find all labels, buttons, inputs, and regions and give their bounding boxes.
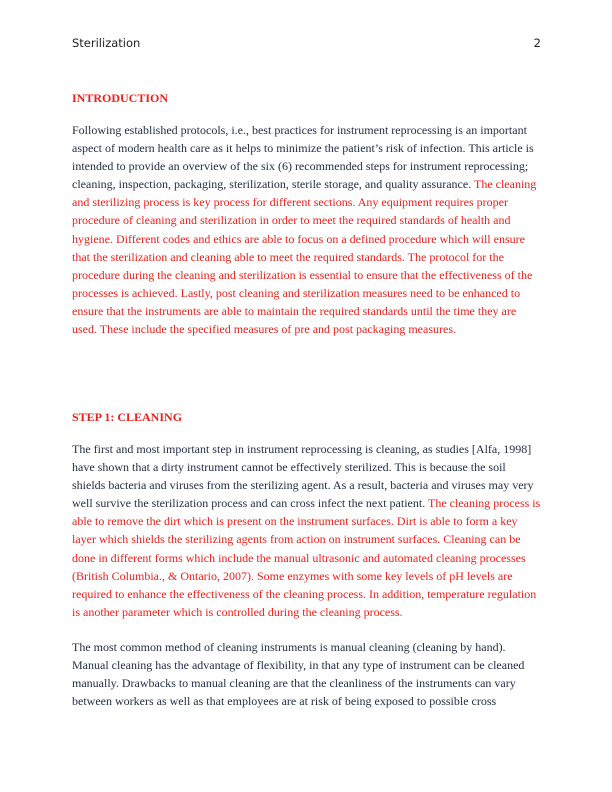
introduction-heading: INTRODUCTION: [72, 91, 169, 105]
step1-highlighted-text: The cleaning process is able to remove the dirt which is present on the instrument surfaces. Dirt is able to form a key layer which shields the sterilizing agents from action on instrument surfaces. Cleaning can be done in different forms which include the manual ultrasonic and automated cleaning processes (British Columbia., & Ontario, 2007). Some enzymes with some key levels of pH levels are required to enhance the effectiveness of the cleaning process. In addition, temperature regulation is another parameter which is controlled during the cleaning process.: [72, 496, 541, 619]
step1-heading: STEP 1: CLEANING: [72, 410, 183, 424]
introduction-paragraph: [72, 121, 542, 338]
introduction-highlighted-text: The cleaning and sterilizing process is key process for different sections. Any equipment requires proper procedure of cleaning and sterilization in order to meet the required standards of health and hygiene. Different codes and ethics are able to focus on a defined procedure which will ensure that the sterilization and cleaning able to meet the required standards. The protocol for the procedure during the cleaning and sterilization is essential to ensure that the effectiveness of the processes is achieved. Lastly, post cleaning and sterilization measures need to be enhanced to ensure that the instruments are able to maintain the required standards until the time they are used. These include the specified measures of pre and post packaging measures.: [72, 177, 537, 337]
introduction-text: Following established protocols, i.e., best practices for instrument reprocessing is an important aspect of modern health care as it helps to minimize the patient’s risk of infection. This article is intended to provide an overview of the six (6) recommended steps for instrument reprocessing; cleaning, inspection, packaging, sterilization, sterile storage, and quality assurance.: [72, 123, 534, 192]
step1-second-paragraph: The most common method of cleaning instruments is manual cleaning (cleaning by hand). Manual cleaning has the advantage of flexibility, in that any type of instrument can be cleaned manually. Drawbacks to manual cleaning are that the cleanliness of the instruments can vary between workers as well as that employees are at risk of being exposed to possible cross: [72, 640, 525, 709]
step1-paragraph: [72, 440, 542, 621]
running-header-title: Sterilization: [72, 36, 141, 50]
step1-text: The first and most important step in instrument reprocessing is cleaning, as studies [Alfa, 1998] have shown that a dirty instrument cannot be effectively sterilized. This is because the soil shields bacteria and viruses from the sterilizing agent. As a result, bacteria and viruses may very well survive the sterilization process and can cross infect the next patient.: [72, 442, 534, 511]
page-number: 2: [533, 36, 541, 50]
